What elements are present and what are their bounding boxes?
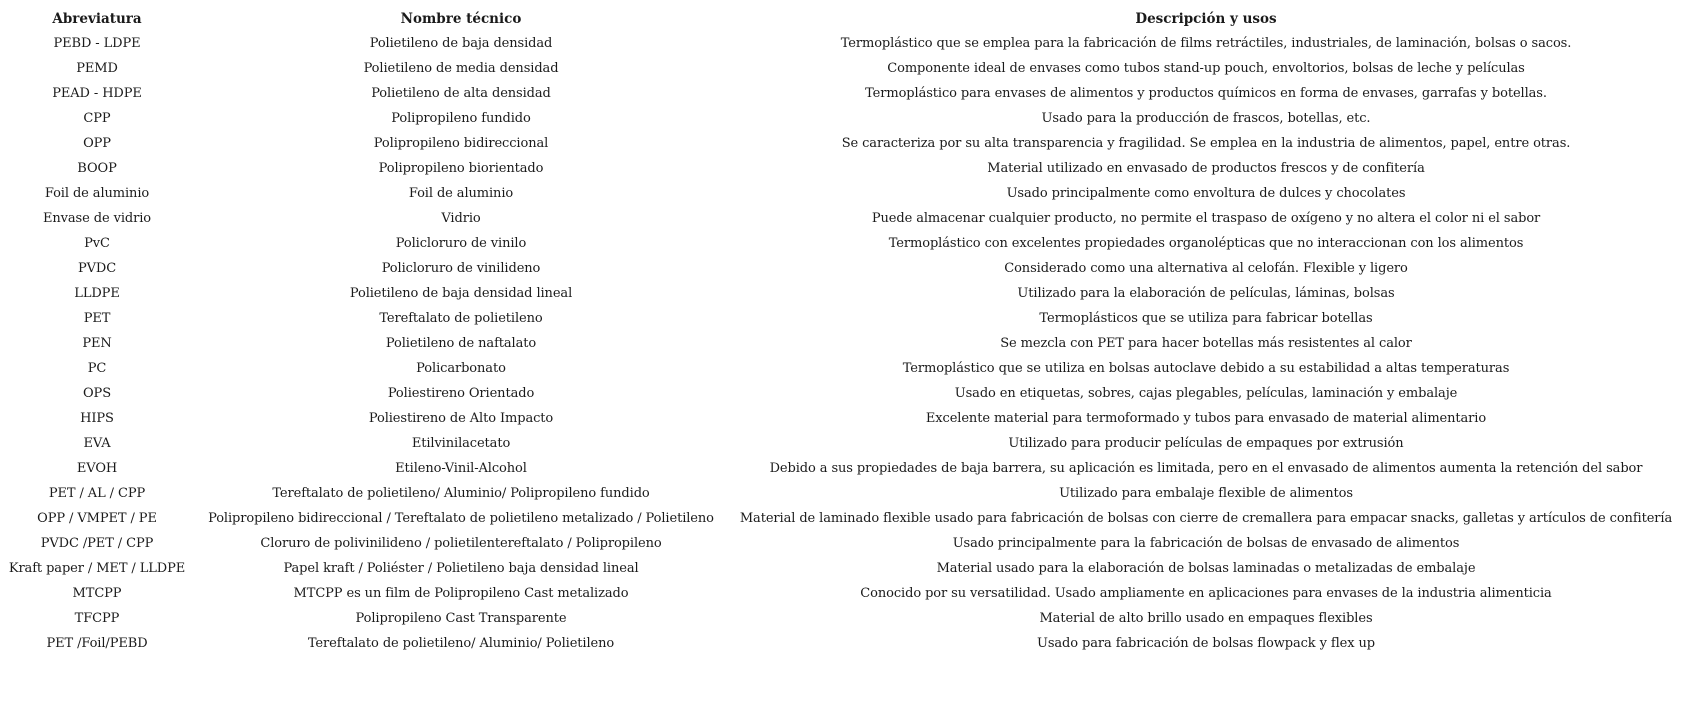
technical-name-cell: Polietileno de naftalato xyxy=(385,336,537,351)
abbreviation-cell: PEN xyxy=(82,336,112,351)
header-description: Descripción y usos xyxy=(1135,10,1277,27)
abbreviation-cell: LLDPE xyxy=(74,286,120,301)
abbreviation-cell: HIPS xyxy=(80,411,114,426)
table-row xyxy=(0,256,1684,281)
description-cell: Excelente material para termoformado y tubos para envasado de material alimentario xyxy=(925,411,1487,426)
description-cell: Usado principalmente como envoltura de dulces y chocolates xyxy=(1006,186,1406,201)
abbreviation-cell: PC xyxy=(87,361,107,376)
table-row xyxy=(0,406,1684,431)
abbreviation-cell: PVDC /PET / CPP xyxy=(40,536,154,551)
table-row xyxy=(0,556,1684,581)
abbreviation-cell: PEAD - HDPE xyxy=(52,86,142,101)
technical-name-cell: Papel kraft / Poliéster / Polietileno baja densidad lineal xyxy=(283,561,639,576)
technical-name-cell: Policarbonato xyxy=(416,361,506,376)
header-abbreviation: Abreviatura xyxy=(52,10,142,27)
technical-name-cell: Tereftalato de polietileno/ Aluminio/ Polipropileno fundido xyxy=(272,486,650,501)
technical-name-cell: Policloruro de vinilideno xyxy=(381,261,541,276)
description-cell: Utilizado para embalaje flexible de alimentos xyxy=(1059,486,1353,501)
description-cell: Utilizado para la elaboración de películas, láminas, bolsas xyxy=(1017,286,1395,301)
abbreviation-cell: OPS xyxy=(82,386,111,401)
description-cell: Material utilizado en envasado de productos frescos y de confitería xyxy=(987,161,1425,176)
table-row xyxy=(0,581,1684,606)
table-row xyxy=(0,281,1684,306)
table-header xyxy=(0,6,1684,31)
header-technical-name: Nombre técnico xyxy=(400,10,522,27)
abbreviation-cell: EVA xyxy=(83,436,111,451)
table-row xyxy=(0,456,1684,481)
technical-name-cell: Vidrio xyxy=(441,211,481,226)
table-row xyxy=(0,106,1684,131)
table-row xyxy=(0,31,1684,56)
description-cell: Se mezcla con PET para hacer botellas más resistentes al calor xyxy=(1000,336,1412,351)
abbreviation-cell: CPP xyxy=(83,111,111,126)
technical-name-cell: Polietileno de baja densidad xyxy=(369,36,553,51)
technical-name-cell: Polietileno de baja densidad lineal xyxy=(349,286,573,301)
description-cell: Material de alto brillo usado en empaques flexibles xyxy=(1039,611,1373,626)
description-cell: Conocido por su versatilidad. Usado ampliamente en aplicaciones para envases de la industria alimenticia xyxy=(860,586,1552,601)
table-row xyxy=(0,381,1684,406)
abbreviation-cell: PET xyxy=(83,311,111,326)
abbreviation-cell: OPP / VMPET / PE xyxy=(37,511,157,526)
abbreviation-cell: PET / AL / CPP xyxy=(48,486,146,501)
technical-name-cell: Polipropileno Cast Transparente xyxy=(355,611,567,626)
description-cell: Se caracteriza por su alta transparencia y fragilidad. Se emplea en la industria de alimentos, papel, entre otras. xyxy=(841,136,1571,151)
table-row xyxy=(0,56,1684,81)
technical-name-cell: Polipropileno bidireccional xyxy=(373,136,549,151)
technical-name-cell: Policloruro de vinilo xyxy=(395,236,527,251)
table-row xyxy=(0,531,1684,556)
table-row xyxy=(0,481,1684,506)
description-cell: Termoplástico para envases de alimentos y productos químicos en forma de envases, garrafas y botellas. xyxy=(865,86,1547,101)
abbreviation-cell: BOOP xyxy=(77,161,117,176)
description-cell: Componente ideal de envases como tubos stand-up pouch, envoltorios, bolsas de leche y películas xyxy=(887,61,1525,76)
table-row xyxy=(0,331,1684,356)
table-row xyxy=(0,81,1684,106)
technical-name-cell: Poliestireno Orientado xyxy=(387,386,535,401)
description-cell: Puede almacenar cualquier producto, no permite el traspaso de oxígeno y no altera el color ni el sabor xyxy=(871,211,1541,226)
description-cell: Material usado para la elaboración de bolsas laminadas o metalizadas de embalaje xyxy=(936,561,1476,576)
abbreviation-cell: PEMD xyxy=(76,61,118,76)
table-row xyxy=(0,431,1684,456)
description-cell: Material de laminado flexible usado para fabricación de bolsas con cierre de cremallera para empacar snacks, galletas y artículos de confitería xyxy=(739,511,1673,526)
packaging-materials-table xyxy=(0,6,1684,656)
description-cell: Termoplástico que se emplea para la fabricación de films retráctiles, industriales, de laminación, bolsas o sacos. xyxy=(840,36,1572,51)
header-row xyxy=(0,6,1684,31)
abbreviation-cell: PvC xyxy=(84,236,110,251)
technical-name-cell: Poliestireno de Alto Impacto xyxy=(368,411,554,426)
abbreviation-cell: OPP xyxy=(83,136,111,151)
description-cell: Considerado como una alternativa al celofán. Flexible y ligero xyxy=(1004,261,1408,276)
technical-name-cell: Polipropileno biorientado xyxy=(378,161,544,176)
table-row xyxy=(0,506,1684,531)
description-cell: Usado principalmente para la fabricación de bolsas de envasado de alimentos xyxy=(952,536,1460,551)
table-row xyxy=(0,606,1684,631)
description-cell: Usado para fabricación de bolsas flowpack y flex up xyxy=(1036,636,1376,651)
abbreviation-cell: Foil de aluminio xyxy=(44,186,150,201)
abbreviation-cell: TFCPP xyxy=(74,611,120,626)
description-cell: Termoplástico que se utiliza en bolsas autoclave debido a su estabilidad a altas temperaturas xyxy=(902,361,1510,376)
table-row xyxy=(0,206,1684,231)
abbreviation-cell: MTCPP xyxy=(72,586,122,601)
description-cell: Termoplásticos que se utiliza para fabricar botellas xyxy=(1039,311,1373,326)
technical-name-cell: Polipropileno bidireccional / Tereftalato de polietileno metalizado / Polietileno xyxy=(208,511,714,526)
technical-name-cell: Polietileno de alta densidad xyxy=(371,86,551,101)
technical-name-cell: Polietileno de media densidad xyxy=(363,61,559,76)
table-row xyxy=(0,131,1684,156)
technical-name-cell: Etilvinilacetato xyxy=(411,436,511,451)
abbreviation-cell: PVDC xyxy=(77,261,117,276)
description-cell: Usado en etiquetas, sobres, cajas plegables, películas, laminación y embalaje xyxy=(954,386,1458,401)
abbreviation-cell: PEBD - LDPE xyxy=(53,36,141,51)
table-row xyxy=(0,631,1684,656)
table-row xyxy=(0,231,1684,256)
description-cell: Usado para la producción de frascos, botellas, etc. xyxy=(1041,111,1371,126)
technical-name-cell: Tereftalato de polietileno xyxy=(379,311,543,326)
technical-name-cell: Polipropileno fundido xyxy=(391,111,531,126)
table-body xyxy=(0,31,1684,656)
description-cell: Debido a sus propiedades de baja barrera, su aplicación es limitada, pero en el envasado de alimentos aumenta la retención del sabor xyxy=(769,461,1643,476)
abbreviation-cell: Envase de vidrio xyxy=(42,211,152,226)
abbreviation-cell: Kraft paper / MET / LLDPE xyxy=(8,561,186,576)
abbreviation-cell: EVOH xyxy=(76,461,118,476)
description-cell: Utilizado para producir películas de empaques por extrusión xyxy=(1008,436,1404,451)
technical-name-cell: Tereftalato de polietileno/ Aluminio/ Polietileno xyxy=(307,636,615,651)
table-row xyxy=(0,356,1684,381)
abbreviation-cell: PET /Foil/PEBD xyxy=(46,636,148,651)
technical-name-cell: MTCPP es un film de Polipropileno Cast metalizado xyxy=(293,586,629,601)
technical-name-cell: Cloruro de polivinilideno / polietilentereftalato / Polipropileno xyxy=(260,536,662,551)
technical-name-cell: Etileno-Vinil-Alcohol xyxy=(395,461,527,476)
table-row xyxy=(0,156,1684,181)
table-row xyxy=(0,306,1684,331)
technical-name-cell: Foil de aluminio xyxy=(408,186,514,201)
table-row xyxy=(0,181,1684,206)
description-cell: Termoplástico con excelentes propiedades organolépticas que no interaccionan con los alimentos xyxy=(888,236,1524,251)
